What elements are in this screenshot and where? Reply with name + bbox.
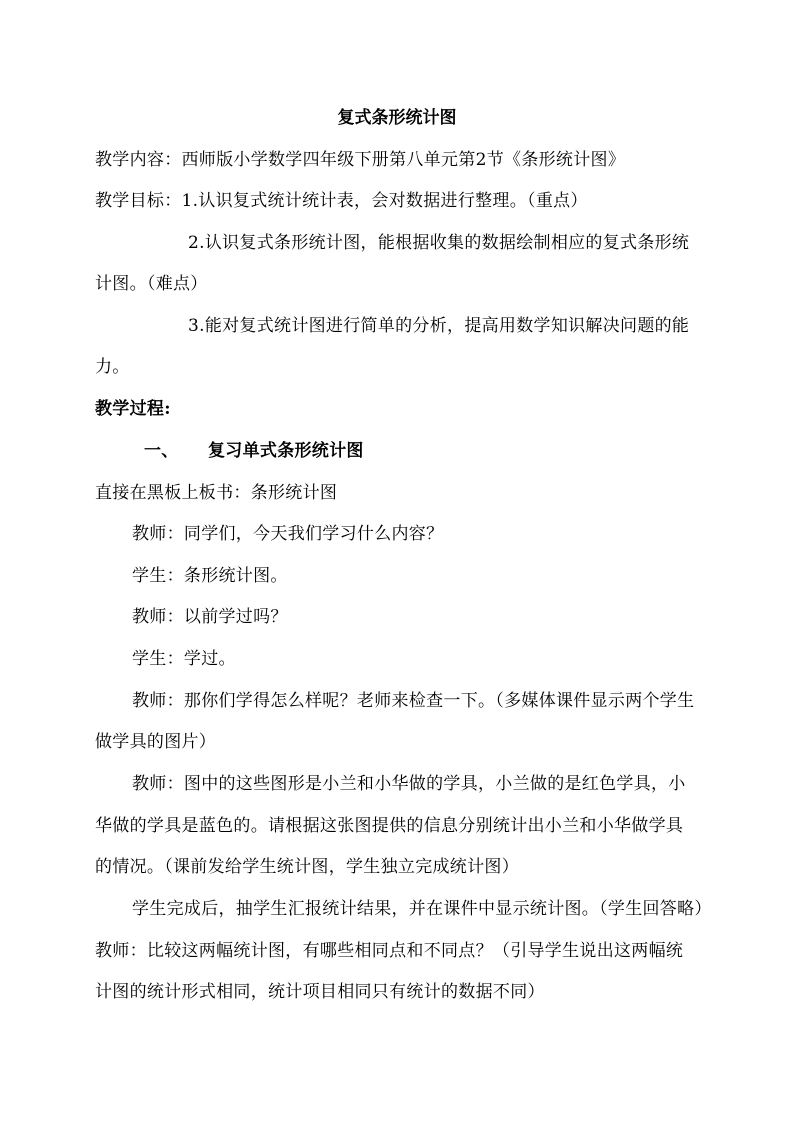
paragraph-teacher-check-line-2: 做学具的图片） [95, 732, 217, 752]
paragraph-compare-line-2: 计图的统计形式相同，统计项目相同只有统计的数据不同） [95, 982, 545, 1002]
paragraph-teacher-question-2: 教师：以前学过吗？ [132, 607, 288, 627]
teaching-goal-3-line-1: 3.能对复式统计图进行简单的分析，提高用数学知识解决问题的能 [188, 316, 690, 336]
process-heading: 教学过程: [95, 399, 171, 419]
paragraph-student-answer: 学生：条形统计图。 [132, 566, 288, 586]
paragraph-teacher-explain-line-2: 华做的学具是蓝色的。请根据这张图提供的信息分别统计出小兰和小华做学具 [95, 816, 684, 836]
paragraph-compare-line-1: 教师：比较这两幅统计图，有哪些相同点和不同点？（引导学生说出这两幅统 [95, 941, 684, 961]
teaching-goal-2-line-1: 2.认识复式条形统计图，能根据收集的数据绘制相应的复式条形统 [188, 233, 690, 253]
paragraph-teacher-question: 教师：同学们，今天我们学习什么内容？ [132, 524, 444, 544]
paragraph-teacher-check-line-1: 教师：那你们学得怎么样呢？老师来检查一下。（多媒体课件显示两个学生 [132, 691, 695, 711]
teaching-content-line: 教学内容：西师版小学数学四年级下册第八单元第2节《条形统计图》 [95, 150, 626, 170]
section-number: 一、 [144, 441, 179, 461]
paragraph-teacher-explain-line-3: 的情况。（课前发给学生统计图，学生独立完成统计图） [95, 857, 519, 877]
document-title: 复式条形统计图 [337, 108, 457, 128]
teaching-goal-2-line-2: 计图。（难点） [95, 274, 208, 294]
teaching-goal-3-line-2: 力。 [95, 357, 130, 377]
teaching-goal-1: 教学目标：1.认识复式统计统计表，会对数据进行整理。（重点） [95, 191, 588, 211]
paragraph-student-report: 学生完成后，抽学生汇报统计结果，并在课件中显示统计图。（学生回答略） [132, 899, 712, 919]
section-title: 复习单式条形统计图 [208, 441, 364, 461]
paragraph-student-answer-2: 学生：学过。 [132, 649, 236, 669]
paragraph-blackboard: 直接在黑板上板书：条形统计图 [95, 483, 338, 503]
paragraph-teacher-explain-line-1: 教师：图中的这些图形是小兰和小华做的学具，小兰做的是红色学具，小 [132, 774, 686, 794]
